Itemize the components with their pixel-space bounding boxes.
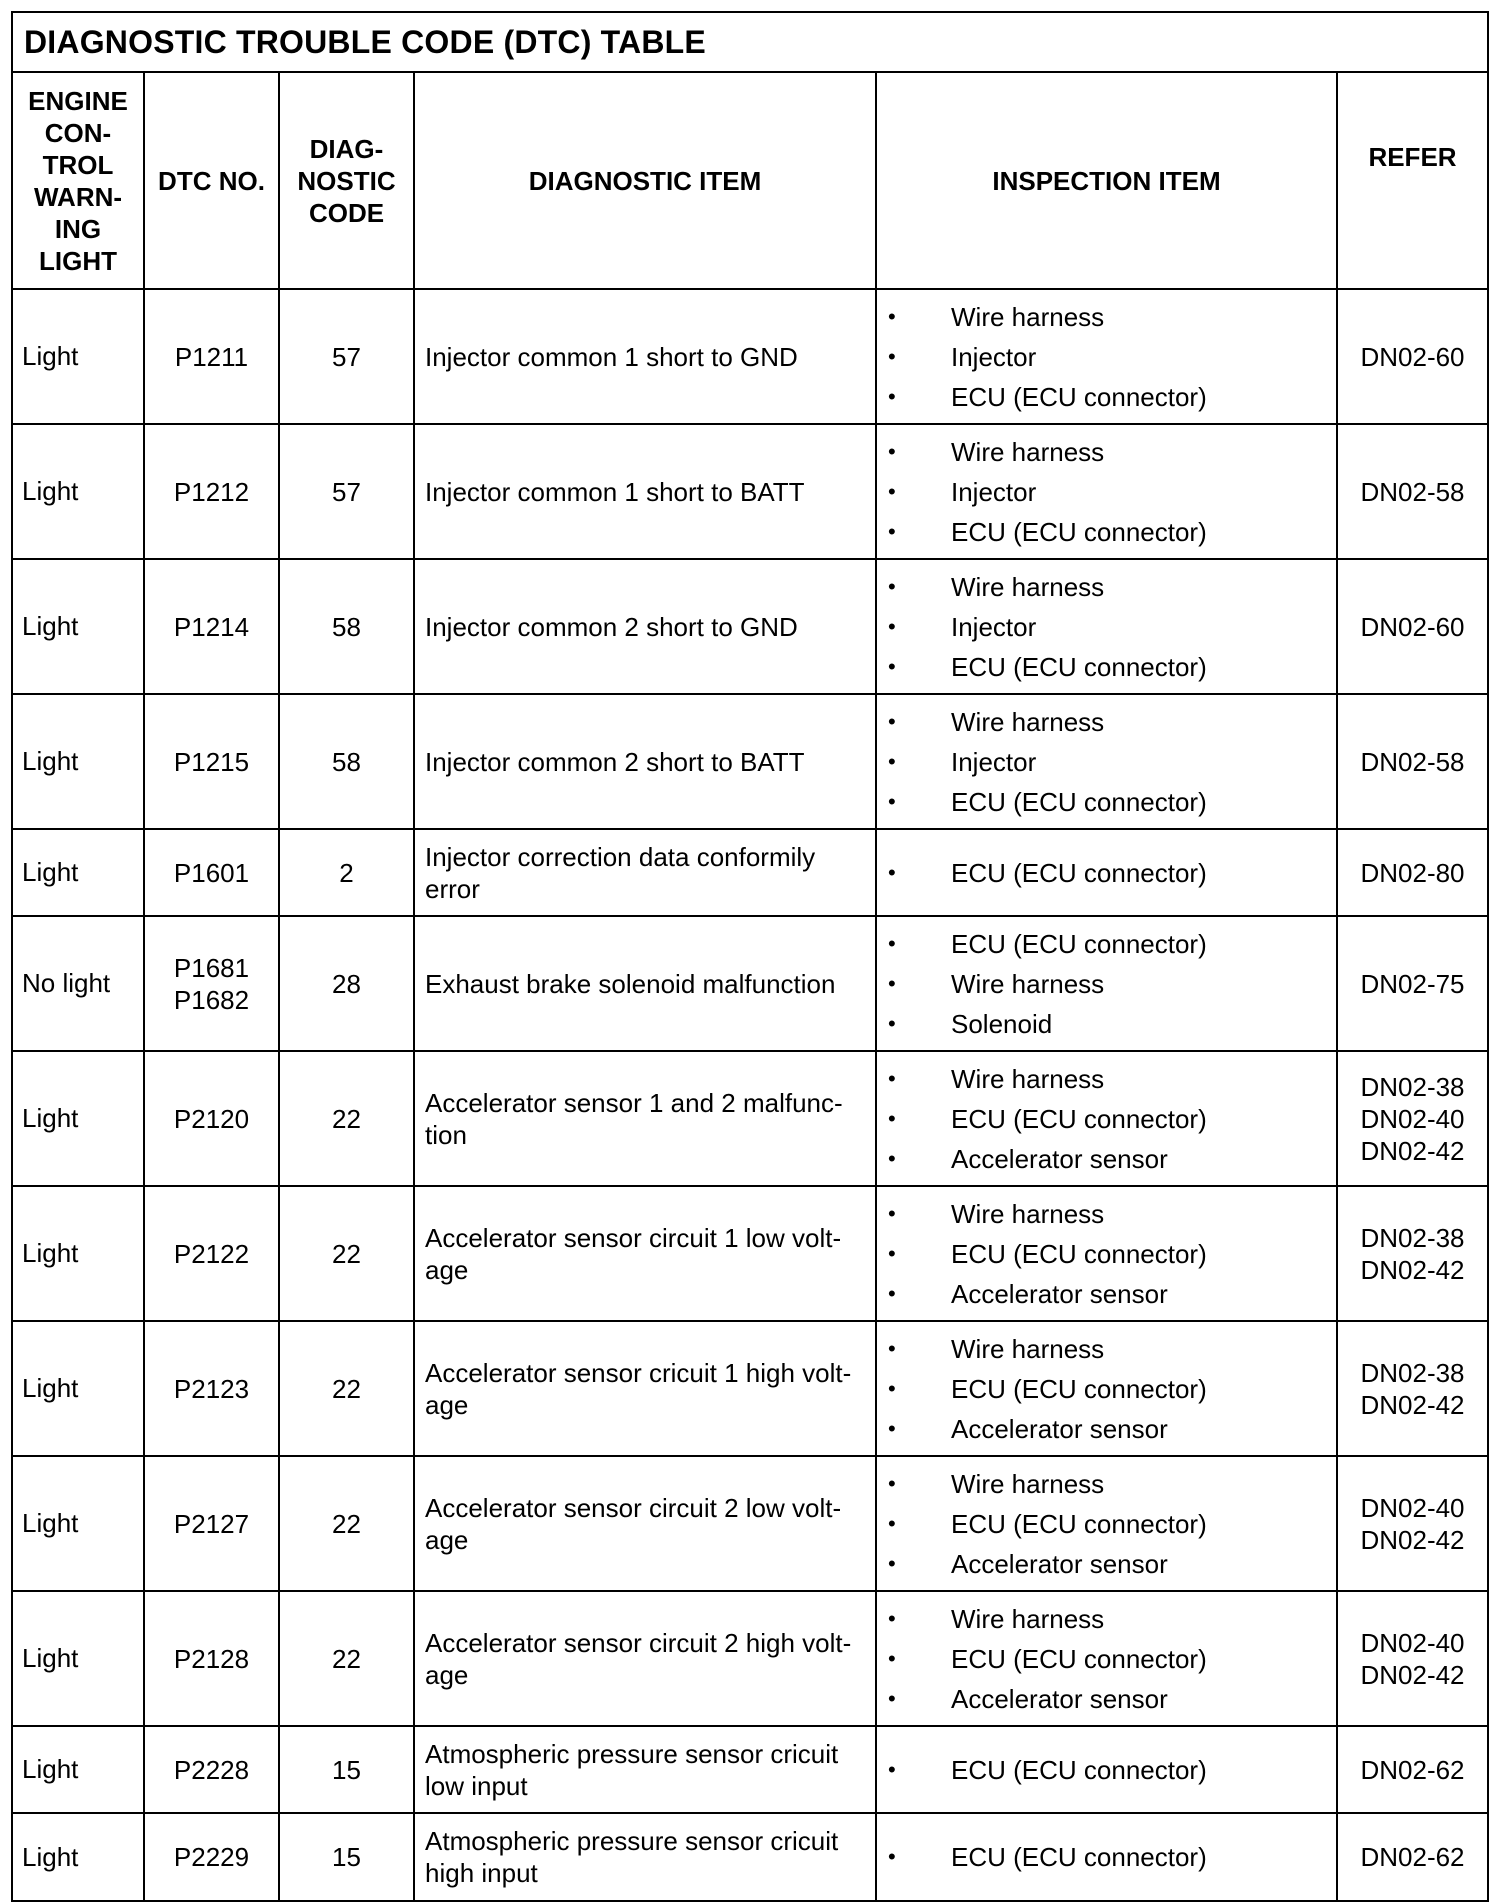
refer-page: DN02-62 [1360,1754,1465,1785]
refer-page: DN02-60 [1360,611,1465,642]
cell-inspection-item [876,1186,1337,1321]
table-row [13,694,1487,829]
list-item [877,647,1336,687]
cell-warning-light: Light [13,559,144,694]
cell-inspection-item [876,1813,1337,1900]
cell-inspection-item [876,1726,1337,1813]
bullet-icon: • [888,1065,896,1091]
diagnostic-item-line: Injector common 1 short to GND [425,341,798,372]
inspection-list [877,702,1336,822]
list-item [877,1750,1336,1790]
dtc-table [13,73,1487,1900]
list-item [877,1369,1336,1409]
list-item [877,1234,1336,1274]
inspection-item-text: Wire harness [951,968,1105,999]
diagnostic-item-line: age [425,1254,469,1285]
diagnostic-item-line: age [425,1389,469,1420]
table-row [13,1456,1487,1591]
cell-dtc-no [144,1726,279,1813]
cell-dtc-no [144,1186,279,1321]
cell-diagnostic-code: 58 [279,559,414,694]
inspection-list [877,1599,1336,1719]
inspection-item-text: Accelerator sensor [951,1548,1168,1579]
inspection-item-text: Solenoid [951,1008,1053,1039]
dtc-number: P2127 [173,1508,250,1539]
inspection-list [877,1750,1336,1790]
cell-diagnostic-item [414,1321,876,1456]
refer-page: DN02-62 [1360,1842,1465,1872]
table-row [13,559,1487,694]
cell-refer [1337,1726,1487,1813]
list-item [877,924,1336,964]
cell-warning-light: Light [13,289,144,424]
cell-warning-light: Light [13,1726,144,1813]
cell-diagnostic-item [414,1726,876,1813]
cell-diagnostic-item [414,424,876,559]
cell-inspection-item [876,829,1337,916]
cell-dtc-no [144,1321,279,1456]
cell-warning-light: Light [13,1321,144,1456]
cell-warning-light: Light [13,424,144,559]
bullet-icon: • [888,1756,896,1782]
cell-diagnostic-item [414,1456,876,1591]
page-title: DIAGNOSTIC TROUBLE CODE (DTC) TABLE [13,13,1487,73]
dtc-table-body [13,289,1487,1900]
dtc-number: P1681 [173,952,250,983]
list-item [877,782,1336,822]
refer-page: DN02-80 [1360,857,1465,888]
header-diagnostic-item: DIAGNOSTIC ITEM [414,73,876,289]
dtc-number: P1215 [173,746,250,777]
diagnostic-item-line: Injector correction data conformily [425,841,816,872]
inspection-item-text: ECU (ECU connector) [951,1754,1207,1785]
inspection-item-text: Accelerator sensor [951,1413,1168,1444]
cell-diagnostic-code: 28 [279,916,414,1051]
table-row [13,916,1487,1051]
inspection-item-text: ECU (ECU connector) [951,1373,1207,1404]
refer-page: DN02-42 [1360,1254,1465,1285]
refer-page: DN02-42 [1360,1659,1465,1690]
bullet-icon: • [888,1335,896,1361]
bullet-icon: • [888,383,896,409]
dtc-number: P2120 [173,1103,250,1134]
cell-dtc-no [144,1456,279,1591]
bullet-icon: • [888,343,896,369]
inspection-item-text: Accelerator sensor [951,1143,1168,1174]
cell-warning-light: Light [13,1456,144,1591]
cell-warning-light: Light [13,1813,144,1900]
refer-page: DN02-38 [1360,1071,1465,1102]
list-item [877,607,1336,647]
cell-inspection-item [876,289,1337,424]
cell-refer [1337,829,1487,916]
cell-warning-light: Light [13,829,144,916]
cell-dtc-no [144,1591,279,1726]
diagnostic-item-line: Injector common 2 short to BATT [425,746,805,777]
bullet-icon: • [888,573,896,599]
cell-refer [1337,1591,1487,1726]
cell-dtc-no [144,1051,279,1186]
cell-diagnostic-code: 22 [279,1186,414,1321]
list-item [877,1679,1336,1719]
header-warning-light: ENGINE CON- TROL WARN- ING LIGHT [13,73,144,289]
cell-dtc-no [144,694,279,829]
bullet-icon: • [888,708,896,734]
header-diagnostic-code: DIAG- NOSTIC CODE [279,73,414,289]
diagnostic-item-line: Atmospheric pressure sensor cricuit [425,1826,839,1856]
inspection-item-text: Wire harness [951,1468,1105,1499]
table-row [13,1813,1487,1900]
bullet-icon: • [888,518,896,544]
bullet-icon: • [888,1375,896,1401]
inspection-item-text: ECU (ECU connector) [951,1103,1207,1134]
inspection-list [877,924,1336,1044]
dtc-number: P2122 [173,1238,250,1269]
list-item [877,1409,1336,1449]
diagnostic-item-line: Accelerator sensor circuit 1 low volt- [425,1222,842,1253]
inspection-list [877,297,1336,417]
cell-diagnostic-code: 15 [279,1726,414,1813]
inspection-item-text: ECU (ECU connector) [951,1508,1207,1539]
refer-page: DN02-60 [1360,341,1465,372]
bullet-icon: • [888,1550,896,1576]
cell-diagnostic-code: 57 [279,289,414,424]
list-item [877,1004,1336,1044]
bullet-icon: • [888,1105,896,1131]
cell-inspection-item [876,694,1337,829]
bullet-icon: • [888,1415,896,1441]
table-row [13,1051,1487,1186]
bullet-icon: • [888,1685,896,1711]
bullet-icon: • [888,613,896,639]
refer-page: DN02-58 [1360,746,1465,777]
bullet-icon: • [888,1240,896,1266]
cell-inspection-item [876,1051,1337,1186]
diagnostic-item-line: high input [425,1858,538,1888]
cell-diagnostic-code: 15 [279,1813,414,1900]
inspection-item-text: ECU (ECU connector) [951,1643,1207,1674]
list-item [877,432,1336,472]
header-dtc-no: DTC NO. [144,73,279,289]
cell-diagnostic-code: 22 [279,1321,414,1456]
cell-refer [1337,1456,1487,1591]
list-item [877,1139,1336,1179]
list-item [877,377,1336,417]
refer-page: DN02-40 [1360,1627,1465,1658]
table-row [13,829,1487,916]
cell-diagnostic-item [414,1186,876,1321]
list-item [877,567,1336,607]
list-item [877,512,1336,552]
dtc-number: P2228 [173,1754,250,1785]
cell-refer [1337,916,1487,1051]
bullet-icon: • [888,1844,896,1869]
cell-inspection-item [876,424,1337,559]
inspection-item-text: Injector [951,341,1037,372]
inspection-list [877,1194,1336,1314]
refer-page: DN02-40 [1360,1492,1465,1523]
diagnostic-item-line: Injector common 2 short to GND [425,611,798,642]
bullet-icon: • [888,478,896,504]
cell-diagnostic-item [414,1813,876,1900]
cell-refer [1337,559,1487,694]
inspection-list [877,432,1336,552]
diagnostic-item-line: Atmospheric pressure sensor cricuit [425,1738,839,1769]
list-item [877,1099,1336,1139]
list-item [877,1837,1336,1877]
list-item [877,702,1336,742]
cell-diagnostic-code: 22 [279,1051,414,1186]
cell-refer [1337,424,1487,559]
header-refer: REFER [1337,73,1487,289]
inspection-item-text: ECU (ECU connector) [951,786,1207,817]
cell-diagnostic-item [414,829,876,916]
inspection-item-text: Wire harness [951,1063,1105,1094]
inspection-item-text: ECU (ECU connector) [951,928,1207,959]
cell-diagnostic-item [414,559,876,694]
cell-inspection-item [876,1591,1337,1726]
bullet-icon: • [888,930,896,956]
list-item [877,1544,1336,1584]
cell-dtc-no [144,829,279,916]
bullet-icon: • [888,1145,896,1171]
bullet-icon: • [888,438,896,464]
list-item [877,1194,1336,1234]
table-row [13,1186,1487,1321]
cell-warning-light: Light [13,1591,144,1726]
refer-page: DN02-58 [1360,476,1465,507]
inspection-item-text: Wire harness [951,1333,1105,1364]
dtc-number: P2123 [173,1373,250,1404]
inspection-item-text: ECU (ECU connector) [951,516,1207,547]
inspection-item-text: Wire harness [951,571,1105,602]
dtc-number: P2128 [173,1643,250,1674]
inspection-item-text: ECU (ECU connector) [951,1238,1207,1269]
list-item [877,1639,1336,1679]
inspection-item-text: Injector [951,746,1037,777]
diagnostic-item-line: Accelerator sensor 1 and 2 malfunc- [425,1087,843,1118]
inspection-item-text: Wire harness [951,1198,1105,1229]
cell-diagnostic-item [414,1591,876,1726]
bullet-icon: • [888,1645,896,1671]
list-item [877,1504,1336,1544]
bullet-icon: • [888,653,896,679]
cell-diagnostic-code: 22 [279,1456,414,1591]
list-item [877,1464,1336,1504]
inspection-item-text: ECU (ECU connector) [951,381,1207,412]
table-row [13,289,1487,424]
diagnostic-item-line: low input [425,1770,528,1801]
inspection-item-text: ECU (ECU connector) [951,857,1207,888]
inspection-list [877,567,1336,687]
bullet-icon: • [888,1470,896,1496]
refer-page: DN02-75 [1360,968,1465,999]
bullet-icon: • [888,788,896,814]
cell-dtc-no [144,289,279,424]
diagnostic-item-line: tion [425,1119,467,1150]
cell-diagnostic-item [414,1051,876,1186]
bullet-icon: • [888,1510,896,1536]
cell-refer [1337,1813,1487,1900]
header-inspection-item: INSPECTION ITEM [876,73,1337,289]
cell-dtc-no [144,424,279,559]
list-item [877,472,1336,512]
inspection-item-text: Wire harness [951,1603,1105,1634]
cell-inspection-item [876,1456,1337,1591]
list-item [877,742,1336,782]
list-item [877,1599,1336,1639]
dtc-table-sheet [11,11,1489,1902]
list-item [877,1274,1336,1314]
list-item [877,297,1336,337]
refer-page: DN02-40 [1360,1103,1465,1134]
bullet-icon: • [888,1010,896,1036]
cell-diagnostic-code: 58 [279,694,414,829]
bullet-icon: • [888,303,896,329]
cell-diagnostic-code: 22 [279,1591,414,1726]
cell-dtc-no [144,1813,279,1900]
cell-diagnostic-item [414,694,876,829]
dtc-number: P1214 [173,611,250,642]
cell-inspection-item [876,916,1337,1051]
diagnostic-item-line: Injector common 1 short to BATT [425,476,805,507]
list-item [877,1329,1336,1369]
inspection-item-text: Accelerator sensor [951,1683,1168,1714]
refer-page: DN02-42 [1360,1524,1465,1555]
bullet-icon: • [888,1200,896,1226]
header-row [13,73,1487,289]
diagnostic-item-line: age [425,1524,469,1555]
list-item [877,964,1336,1004]
cell-warning-light: No light [13,916,144,1051]
list-item [877,853,1336,893]
inspection-item-text: Wire harness [951,706,1105,737]
cell-diagnostic-code: 2 [279,829,414,916]
diagnostic-item-line: age [425,1659,469,1690]
cell-refer [1337,289,1487,424]
list-item [877,337,1336,377]
cell-dtc-no [144,916,279,1051]
list-item [877,1059,1336,1099]
cell-inspection-item [876,1321,1337,1456]
dtc-number: P1212 [173,476,250,507]
cell-diagnostic-item [414,916,876,1051]
cell-refer [1337,694,1487,829]
table-row [13,424,1487,559]
inspection-item-text: Injector [951,611,1037,642]
cell-warning-light: Light [13,1186,144,1321]
bullet-icon: • [888,1605,896,1631]
refer-page: DN02-38 [1360,1222,1465,1253]
inspection-list [877,1329,1336,1449]
refer-page: DN02-42 [1360,1389,1465,1420]
cell-diagnostic-code: 57 [279,424,414,559]
cell-inspection-item [876,559,1337,694]
inspection-item-text: Wire harness [951,301,1105,332]
cell-diagnostic-item [414,289,876,424]
table-row [13,1591,1487,1726]
table-row [13,1321,1487,1456]
dtc-number: P1682 [173,984,250,1015]
inspection-item-text: ECU (ECU connector) [951,1842,1207,1872]
cell-refer [1337,1186,1487,1321]
bullet-icon: • [888,748,896,774]
cell-dtc-no [144,559,279,694]
cell-warning-light: Light [13,694,144,829]
diagnostic-item-line: error [425,873,480,904]
dtc-number: P1601 [173,857,250,888]
inspection-item-text: ECU (ECU connector) [951,651,1207,682]
bullet-icon: • [888,1280,896,1306]
dtc-number: P2229 [173,1842,250,1872]
inspection-item-text: Wire harness [951,436,1105,467]
bullet-icon: • [888,970,896,996]
diagnostic-item-line: Accelerator sensor circuit 2 low volt- [425,1492,842,1523]
refer-page: DN02-38 [1360,1357,1465,1388]
diagnostic-item-line: Exhaust brake solenoid malfunction [425,968,836,999]
dtc-number: P1211 [174,341,249,372]
inspection-list [877,1837,1336,1877]
bullet-icon: • [888,859,896,885]
inspection-item-text: Accelerator sensor [951,1278,1168,1309]
table-row [13,1726,1487,1813]
cell-refer [1337,1051,1487,1186]
inspection-list [877,1464,1336,1584]
cell-refer [1337,1321,1487,1456]
inspection-list [877,1059,1336,1179]
inspection-list [877,853,1336,893]
refer-page: DN02-42 [1360,1135,1465,1166]
inspection-item-text: Injector [951,476,1037,507]
cell-warning-light: Light [13,1051,144,1186]
diagnostic-item-line: Accelerator sensor cricuit 1 high volt- [425,1357,852,1388]
diagnostic-item-line: Accelerator sensor circuit 2 high volt- [425,1627,852,1658]
